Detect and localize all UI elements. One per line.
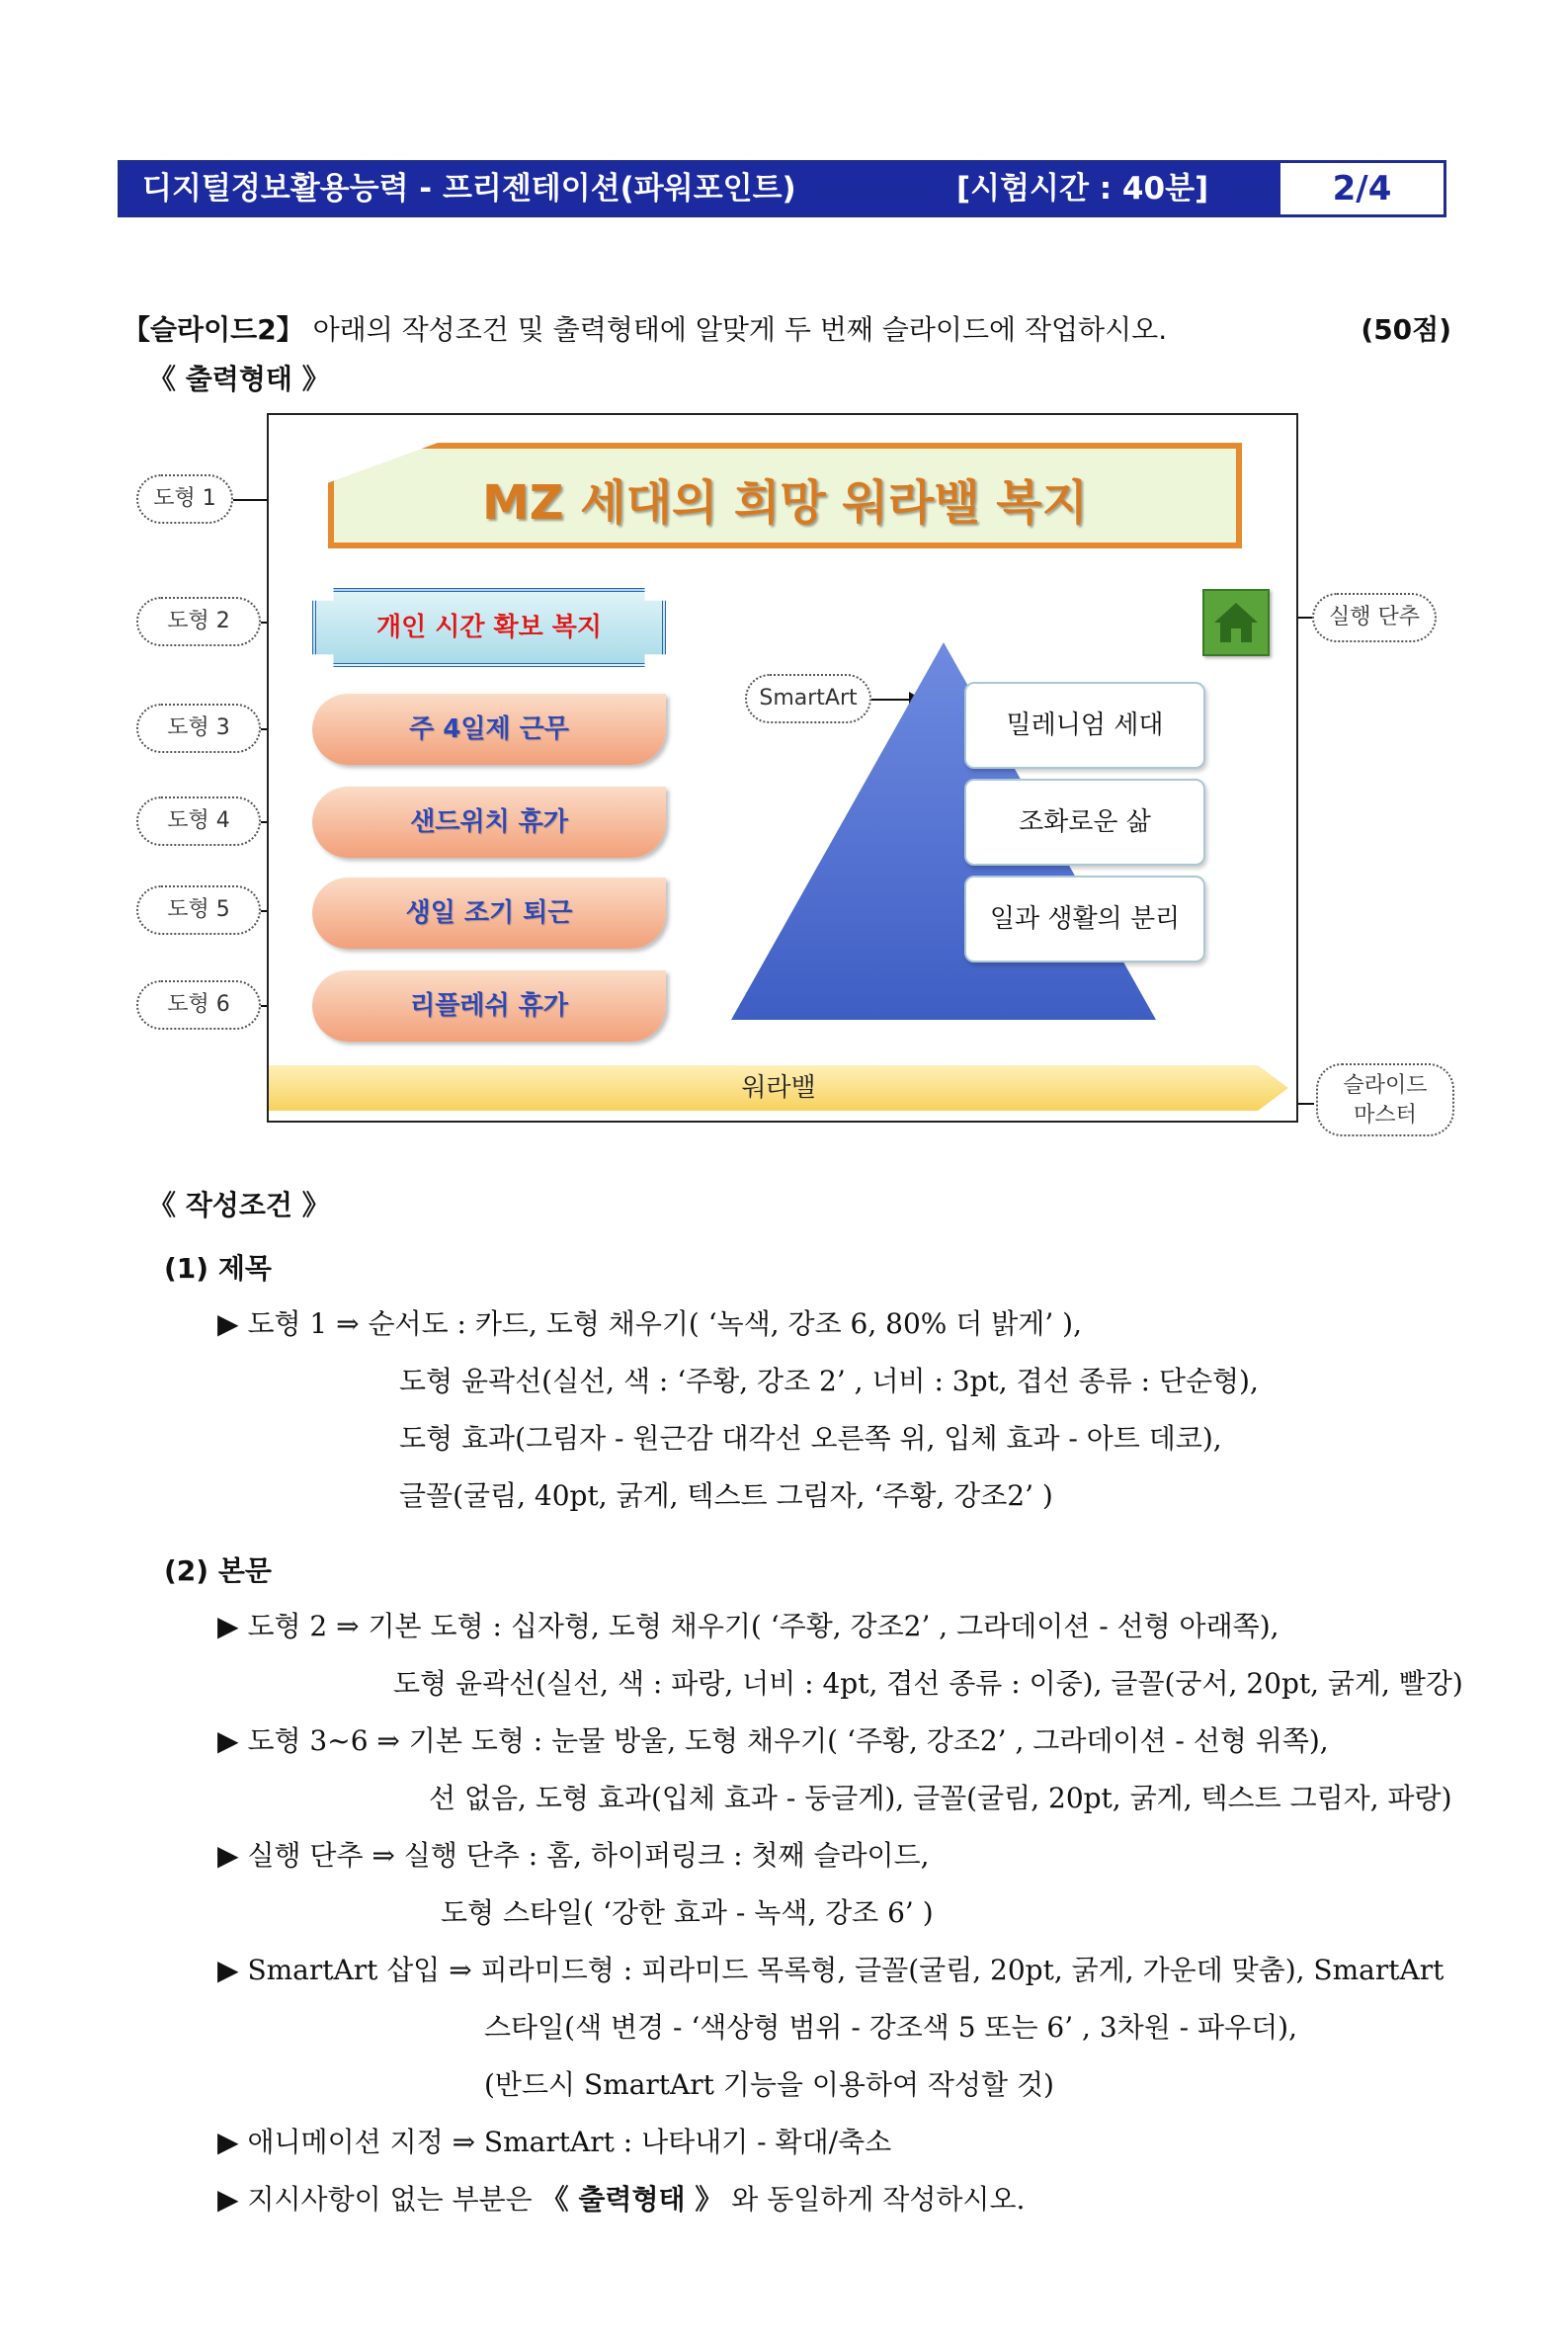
home-icon: [1204, 591, 1268, 654]
callout-master: [1316, 1063, 1454, 1136]
cond-final: [217, 2178, 1025, 2218]
teardrop-1: 주 4일제 근무: [312, 694, 666, 765]
section1-title: (1) 제목: [164, 1252, 272, 1285]
final-bold: 《 출력형태 》: [540, 2183, 723, 2216]
teardrop-2: 샌드위치 휴가: [312, 787, 666, 858]
header-bar: [118, 160, 1446, 217]
cond1-line2: 도형 윤곽선(실선, 색 : ‘주황, 강조 2’ , 너비 : 3pt, 겹선 종류 : 단순형),: [399, 1365, 1259, 1397]
cond2-line10: ▶ 애니메이션 지정 ⇒ SmartArt : 나타내기 - 확대/축소: [217, 2121, 891, 2160]
output-heading: 《 출력형태 》: [148, 363, 330, 395]
callout-action: 실행 단추: [1312, 593, 1437, 642]
instruction-text: 아래의 작성조건 및 출력형태에 알맞게 두 번째 슬라이드에 작업하시오.: [312, 313, 1168, 346]
cond2-line8: 스타일(색 변경 - ‘색상형 범위 - 강조색 5 또는 6’ , 3차원 - 파우더),: [484, 2011, 1297, 2044]
pyramid-item-3: 일과 생활의 분리: [964, 876, 1205, 963]
callout-shape1: 도형 1: [136, 474, 233, 524]
callout-master-line1: 슬라이드: [1343, 1073, 1428, 1098]
cond2-line5: ▶ 실행 단추 ⇒ 실행 단추 : 홈, 하이퍼링크 : 첫째 슬라이드,: [217, 1834, 930, 1874]
cond2-line4: 선 없음, 도형 효과(입체 효과 - 둥글게), 글꼴(굴림, 20pt, 굵게, 텍스트 그림자, 파랑): [429, 1782, 1452, 1814]
slide-preview: [267, 413, 1298, 1123]
pyramid-item-2: 조화로운 삶: [964, 779, 1205, 866]
cond2-line6: 도형 스타일( ‘강한 효과 - 녹색, 강조 6’ ): [441, 1896, 934, 1929]
instruction: [123, 308, 1451, 352]
header-time: [시험시간 : 40분]: [956, 171, 1209, 207]
page-number: 2/4: [1332, 169, 1392, 209]
final-suffix: 와 동일하게 작성하시오.: [731, 2183, 1026, 2216]
teardrop-3: 생일 조기 퇴근: [312, 878, 666, 949]
slide-title: MZ 세대의 희망 워라밸 복지: [481, 475, 1089, 531]
callout-master-line2: 마스터: [1354, 1103, 1417, 1128]
cond1-line1: ▶ 도형 1 ⇒ 순서도 : 카드, 도형 채우기( ‘녹색, 강조 6, 80% 더 밝게’ ),: [217, 1302, 1082, 1342]
cond1-line4: 글꼴(굴림, 40pt, 굵게, 텍스트 그림자, ‘주황, 강조2’ ): [399, 1479, 1053, 1512]
cond2-line7: ▶ SmartArt 삽입 ⇒ 피라미드형 : 피라미드 목록형, 글꼴(굴림, 20pt, 굵게, 가운데 맞춤), SmartArt: [217, 1949, 1444, 1988]
callout-shape4: 도형 4: [136, 796, 261, 846]
cond2-line9: (반드시 SmartArt 기능을 이용하여 작성할 것): [484, 2068, 1054, 2101]
conditions-heading: 《 작성조건 》: [148, 1189, 330, 1221]
cond1-line3: 도형 효과(그림자 - 원근감 대각선 오른쪽 위, 입체 효과 - 아트 데코),: [399, 1422, 1222, 1455]
cond2-line3: ▶ 도형 3~6 ⇒ 기본 도형 : 눈물 방울, 도형 채우기( ‘주황, 강조2’ , 그라데이션 - 선형 위쪽),: [217, 1719, 1329, 1759]
section2-title: (2) 본문: [164, 1554, 272, 1587]
callout-shape3: 도형 3: [136, 704, 261, 753]
header-title: 디지털정보활용능력 - 프리젠테이션(파워포인트): [142, 171, 796, 207]
callout-shape6: 도형 6: [136, 980, 261, 1030]
plaque-text: 개인 시간 확보 복지: [375, 613, 603, 642]
teardrop-4: 리플레쉬 휴가: [312, 970, 666, 1042]
slide-label: 【슬라이드2】: [123, 313, 304, 346]
points: (50점): [1361, 313, 1451, 346]
home-button[interactable]: [1202, 589, 1270, 656]
cond2-line2: 도형 윤곽선(실선, 색 : 파랑, 너비 : 4pt, 겹선 종류 : 이중), 글꼴(궁서, 20pt, 굵게, 빨강): [393, 1667, 1463, 1700]
pyramid-item-1: 밀레니엄 세대: [964, 682, 1205, 769]
cond2-line1: ▶ 도형 2 ⇒ 기본 도형 : 십자형, 도형 채우기( ‘주황, 강조2’ , 그라데이션 - 선형 아래쪽),: [217, 1605, 1279, 1644]
callout-smartart: SmartArt: [745, 674, 871, 723]
final-prefix: 지시사항이 없는 부분은: [247, 2183, 533, 2216]
callout-shape2: 도형 2: [136, 597, 261, 646]
banner-text: 워라밸: [741, 1073, 816, 1103]
callout-shape5: 도형 5: [136, 885, 261, 935]
